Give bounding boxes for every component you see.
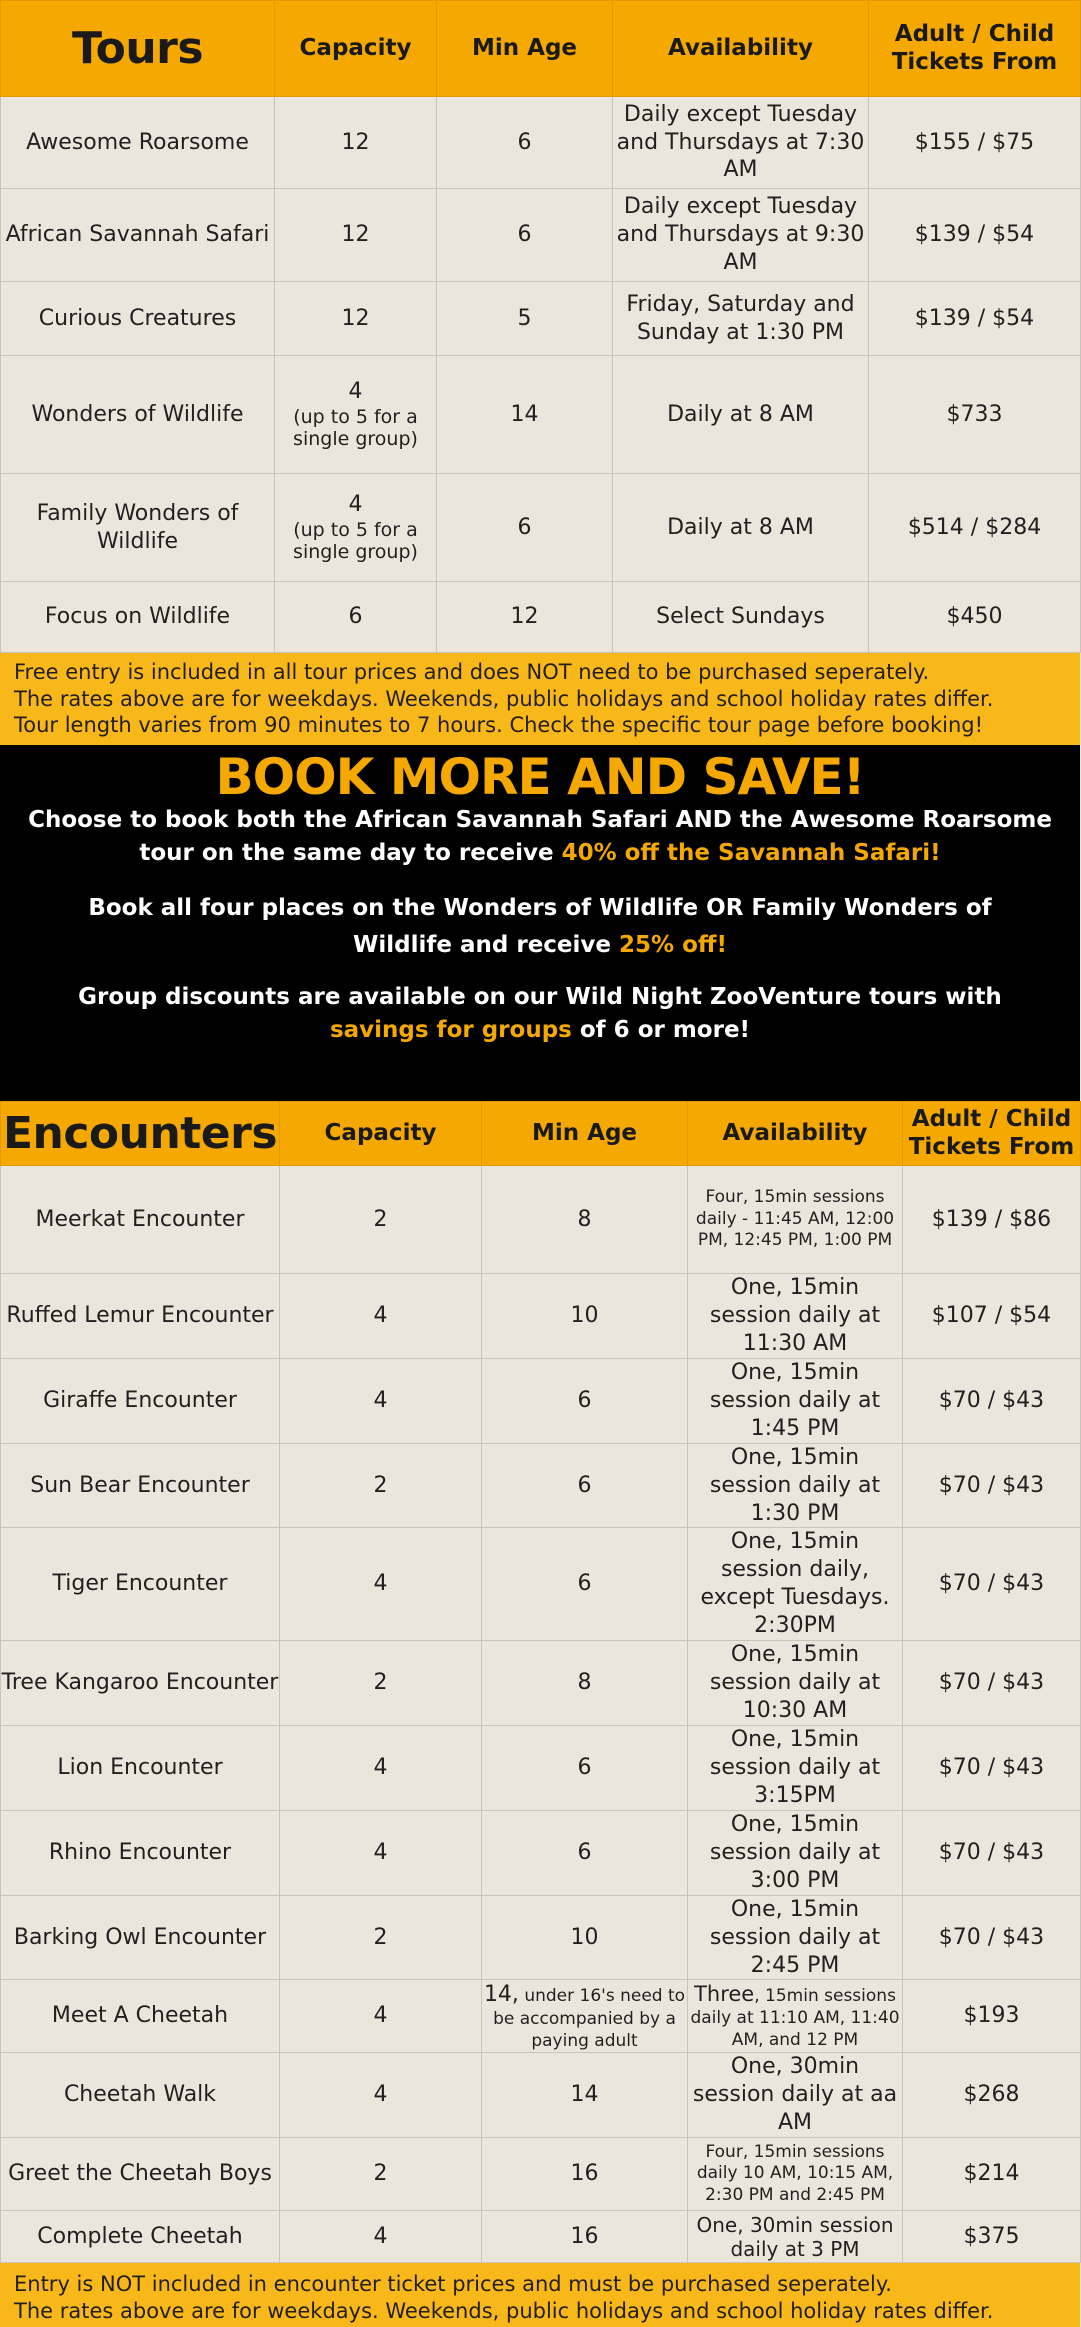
encounter-min-age: 14 (482, 2053, 688, 2138)
encounter-price: $70 / $43 (903, 1895, 1081, 1980)
table-row (1, 1980, 1081, 2053)
tours-heading: Tours (1, 1, 275, 97)
encounter-price: $70 / $43 (903, 1358, 1081, 1443)
encounter-capacity: 2 (280, 1443, 482, 1528)
encounter-name: Complete Cheetah (1, 2211, 280, 2263)
encounter-min-age: 6 (482, 1810, 688, 1895)
encounter-availability: One, 15min session daily at 3:15PM (688, 1726, 903, 1811)
tour-name: Focus on Wildlife (1, 582, 275, 653)
encounter-name: Cheetah Walk (1, 2053, 280, 2138)
tour-availability: Daily except Tuesday and Thursdays at 9:30 AM (613, 189, 869, 282)
tour-min-age: 6 (437, 474, 613, 582)
promo-line: Book all four places on the Wonders of Wildlife OR Family Wonders of (88, 895, 992, 922)
encounters-note-line: Entry is NOT included in encounter ticket prices and must be purchased seperately. (14, 2272, 892, 2297)
promo-line (0, 837, 1080, 870)
table-row (1, 189, 1081, 282)
tours-header-row (1, 1, 1081, 97)
encounter-min-age-cell (482, 1980, 688, 2053)
tour-price: $155 / $75 (869, 97, 1081, 189)
encounters-table (0, 1101, 1081, 2263)
availability-header: Availability (688, 1102, 903, 1166)
encounter-name: Lion Encounter (1, 1726, 280, 1811)
tour-min-age: 6 (437, 189, 613, 282)
tour-availability: Select Sundays (613, 582, 869, 653)
encounters-note-line: The rates above are for weekdays. Weekends, public holidays and school holiday rates differ. (14, 2298, 994, 2323)
promo-line: Choose to book both the African Savannah Safari AND the Awesome Roarsome (28, 806, 1052, 833)
table-row (1, 1166, 1081, 1274)
tour-min-age: 6 (437, 97, 613, 189)
tours-note-line: Tour length varies from 90 minutes to 7 hours. Check the specific tour page before booking! (14, 713, 984, 738)
capacity-header: Capacity (275, 1, 437, 97)
table-row (1, 1810, 1081, 1895)
table-row (1, 474, 1081, 582)
encounters-heading: Encounters (1, 1102, 280, 1166)
encounter-min-age: 10 (482, 1895, 688, 1980)
encounter-min-age: 6 (482, 1528, 688, 1641)
tour-name: African Savannah Safari (1, 189, 275, 282)
promo-text: of 6 or more! (571, 1016, 751, 1043)
tour-min-age: 12 (437, 582, 613, 653)
promo-highlight: 25% off! (619, 931, 727, 958)
encounter-min-age: 16 (482, 2138, 688, 2211)
encounter-capacity: 4 (280, 1726, 482, 1811)
encounter-price: $70 / $43 (903, 1528, 1081, 1641)
encounter-availability: One, 30min session daily at aa AM (688, 2053, 903, 2138)
encounter-min-age: 6 (482, 1726, 688, 1811)
encounter-capacity: 2 (280, 1166, 482, 1274)
encounter-capacity: 4 (280, 2211, 482, 2263)
encounters-notes (0, 2263, 1080, 2327)
encounter-capacity: 2 (280, 1895, 482, 1980)
tour-price: $733 (869, 356, 1081, 474)
encounter-availability-cell (688, 1980, 903, 2053)
encounter-availability: One, 15min session daily at 11:30 AM (688, 1274, 903, 1359)
tour-capacity: 12 (275, 97, 437, 189)
tour-name: Wonders of Wildlife (1, 356, 275, 474)
encounter-price: $70 / $43 (903, 1443, 1081, 1528)
encounter-availability: Four, 15min sessions daily 10 AM, 10:15 AM, 2:30 PM and 2:45 PM (688, 2138, 903, 2211)
encounter-name: Ruffed Lemur Encounter (1, 1274, 280, 1359)
encounter-availability: One, 15min session daily at 2:45 PM (688, 1895, 903, 1980)
table-row (1, 97, 1081, 189)
encounter-min-age: 16 (482, 2211, 688, 2263)
table-row (1, 582, 1081, 653)
encounter-capacity: 2 (280, 1641, 482, 1726)
tour-capacity-cell (275, 356, 437, 474)
encounter-availability-lead: Three (694, 1982, 755, 2007)
tour-availability: Daily except Tuesday and Thursdays at 7:30 AM (613, 97, 869, 189)
encounter-name: Barking Owl Encounter (1, 1895, 280, 1980)
encounter-capacity: 2 (280, 2138, 482, 2211)
tour-capacity-cell (275, 474, 437, 582)
encounter-name: Sun Bear Encounter (1, 1443, 280, 1528)
encounter-name: Giraffe Encounter (1, 1358, 280, 1443)
encounter-price: $214 (903, 2138, 1081, 2211)
promo-line (0, 926, 1080, 965)
min-age-header: Min Age (437, 1, 613, 97)
tour-capacity: 6 (275, 582, 437, 653)
promo-headline: BOOK MORE AND SAVE! (215, 748, 865, 806)
tour-capacity: 12 (275, 282, 437, 356)
capacity-header: Capacity (280, 1102, 482, 1166)
encounter-name: Meet A Cheetah (1, 1980, 280, 2053)
promo-banner (0, 745, 1080, 1101)
availability-header: Availability (613, 1, 869, 97)
tours-notes (0, 653, 1080, 745)
tour-capacity: 12 (275, 189, 437, 282)
tour-price: $139 / $54 (869, 189, 1081, 282)
table-row (1, 1528, 1081, 1641)
encounter-availability: One, 15min session daily at 10:30 AM (688, 1641, 903, 1726)
tour-min-age: 5 (437, 282, 613, 356)
price-header: Adult / Child Tickets From (903, 1102, 1081, 1166)
tour-availability: Daily at 8 AM (613, 356, 869, 474)
table-row (1, 2211, 1081, 2263)
promo-line (0, 1014, 1080, 1047)
encounter-price: $70 / $43 (903, 1726, 1081, 1811)
encounter-min-age: 6 (482, 1443, 688, 1528)
promo-line: Group discounts are available on our Wild Night ZooVenture tours with (78, 983, 1002, 1010)
encounter-capacity: 4 (280, 1528, 482, 1641)
table-row (1, 1274, 1081, 1359)
encounter-name: Rhino Encounter (1, 1810, 280, 1895)
encounter-min-age: 10 (482, 1274, 688, 1359)
tours-note-line: Free entry is included in all tour prices and does NOT need to be purchased seperately. (14, 660, 930, 684)
encounter-name: Tree Kangaroo Encounter (1, 1641, 280, 1726)
table-row (1, 356, 1081, 474)
encounter-name: Tiger Encounter (1, 1528, 280, 1641)
tour-availability: Daily at 8 AM (613, 474, 869, 582)
promo-highlight: savings for groups (329, 1016, 572, 1043)
table-row (1, 282, 1081, 356)
tour-availability: Friday, Saturday and Sunday at 1:30 PM (613, 282, 869, 356)
tour-capacity-note: (up to 5 for a single group) (293, 405, 418, 451)
table-row (1, 2053, 1081, 2138)
table-row (1, 1726, 1081, 1811)
tour-min-age: 14 (437, 356, 613, 474)
encounter-availability: One, 30min session daily at 3 PM (688, 2211, 903, 2263)
encounters-header-row (1, 1102, 1081, 1166)
encounter-availability: One, 15min session daily at 3:00 PM (688, 1810, 903, 1895)
table-row (1, 1895, 1081, 1980)
tours-note-line: The rates above are for weekdays. Weekends, public holidays and school holiday rates differ. (14, 686, 994, 711)
encounter-capacity: 4 (280, 1810, 482, 1895)
table-row (1, 1641, 1081, 1726)
encounter-availability: One, 15min session daily at 1:45 PM (688, 1358, 903, 1443)
encounter-min-age: 8 (482, 1166, 688, 1274)
price-header: Adult / Child Tickets From (869, 1, 1081, 97)
tours-table (0, 0, 1081, 653)
encounter-min-age: 6 (482, 1358, 688, 1443)
encounter-min-age: 14, (483, 1981, 519, 2007)
encounter-availability: One, 15min session daily, except Tuesdays. 2:30PM (688, 1528, 903, 1641)
encounter-price: $70 / $43 (903, 1641, 1081, 1726)
encounter-min-age: 8 (482, 1641, 688, 1726)
encounter-capacity: 4 (280, 2053, 482, 2138)
promo-text: tour on the same day to receive (139, 839, 562, 866)
tour-name: Awesome Roarsome (1, 97, 275, 189)
min-age-header: Min Age (482, 1102, 688, 1166)
tour-capacity-note: (up to 5 for a single group) (293, 518, 418, 564)
encounter-capacity: 4 (280, 1358, 482, 1443)
encounter-capacity: 4 (280, 1980, 482, 2053)
encounter-availability: , 15min sessions daily at 11:10 AM, 11:40 AM, and 12 PM (690, 1986, 900, 2050)
encounter-name: Greet the Cheetah Boys (1, 2138, 280, 2211)
tour-name: Curious Creatures (1, 282, 275, 356)
table-row (1, 1358, 1081, 1443)
encounter-price: $193 (903, 1980, 1081, 2053)
tour-capacity: 4 (348, 378, 363, 404)
table-row (1, 2138, 1081, 2211)
promo-highlight: 40% off the Savannah Safari! (561, 839, 941, 866)
encounter-price: $70 / $43 (903, 1810, 1081, 1895)
encounter-price: $139 / $86 (903, 1166, 1081, 1274)
encounter-name: Meerkat Encounter (1, 1166, 280, 1274)
encounter-availability: One, 15min session daily at 1:30 PM (688, 1443, 903, 1528)
promo-text: Wildlife and receive (353, 931, 620, 958)
encounter-capacity: 4 (280, 1274, 482, 1359)
encounter-min-age-note: under 16's need to be accompanied by a paying adult (493, 1985, 686, 2051)
table-row (1, 1443, 1081, 1528)
tour-capacity: 4 (348, 491, 363, 517)
encounter-price: $375 (903, 2211, 1081, 2263)
encounter-price: $107 / $54 (903, 1274, 1081, 1359)
encounter-price: $268 (903, 2053, 1081, 2138)
tour-price: $450 (869, 582, 1081, 653)
tour-name: Family Wonders of Wildlife (1, 474, 275, 582)
encounter-availability: Four, 15min sessions daily - 11:45 AM, 12:00 PM, 12:45 PM, 1:00 PM (688, 1166, 903, 1274)
tour-price: $514 / $284 (869, 474, 1081, 582)
tour-price: $139 / $54 (869, 282, 1081, 356)
